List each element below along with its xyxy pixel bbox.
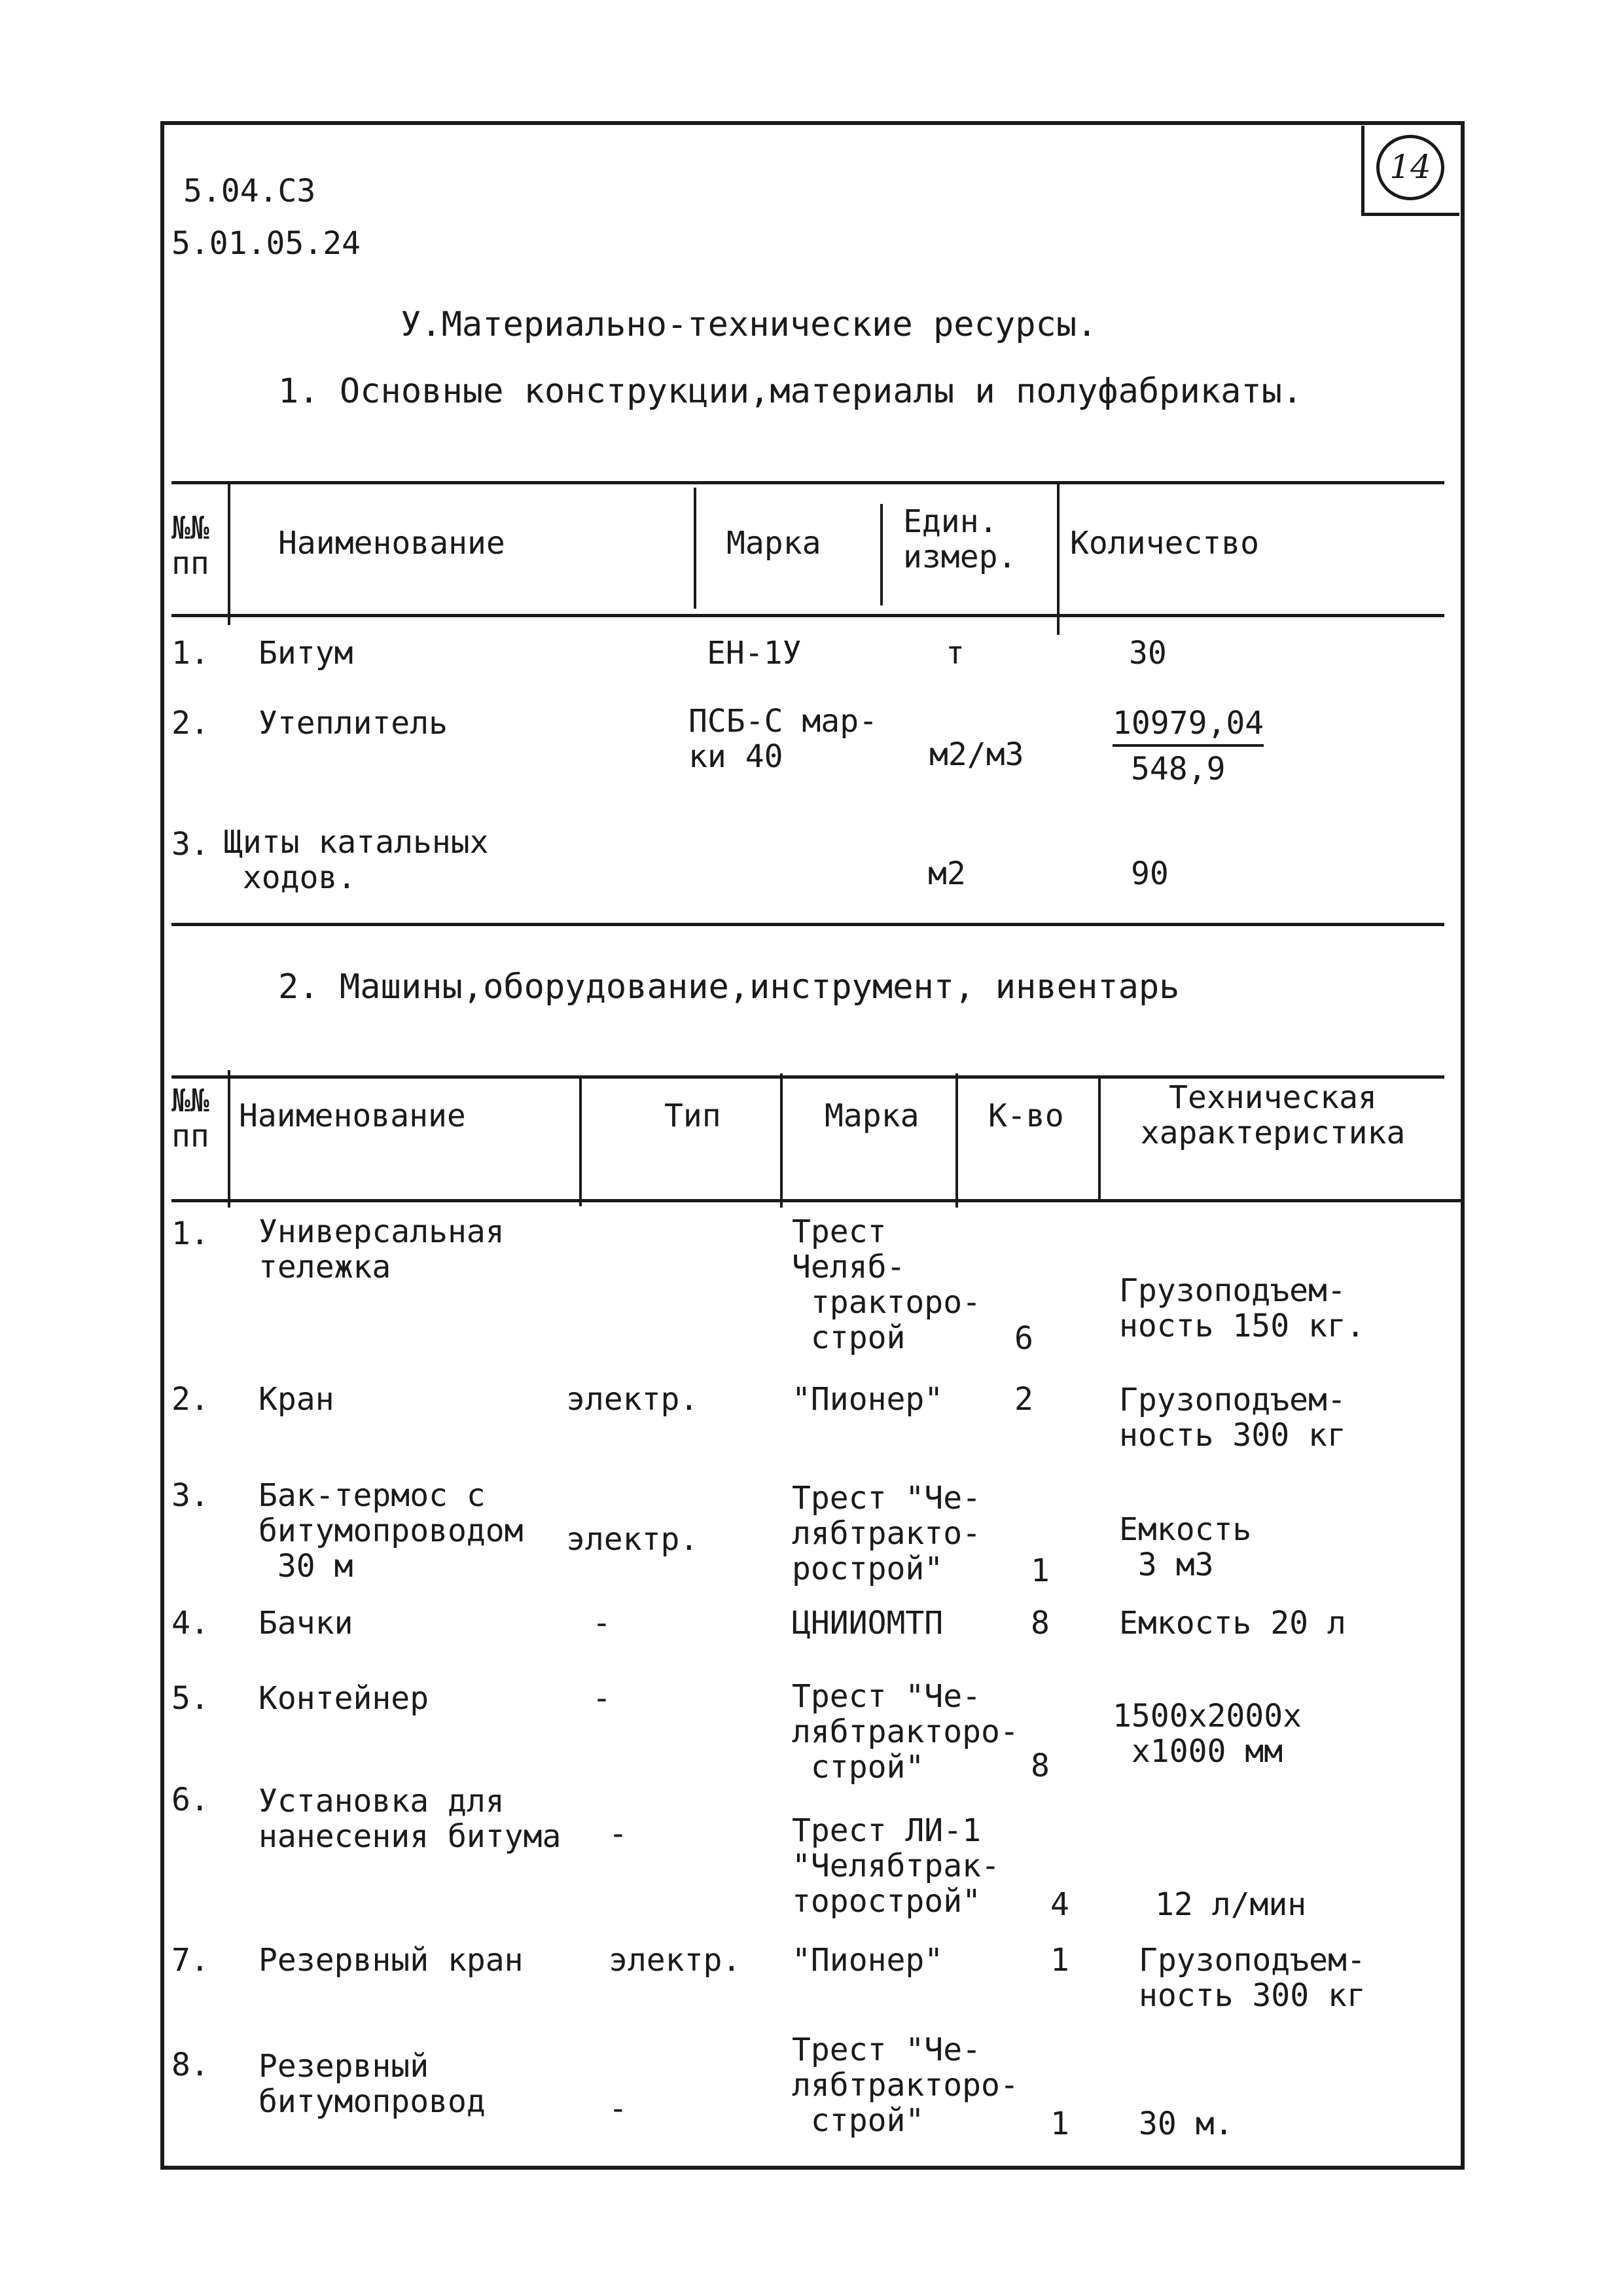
table2-row3-num: 3. xyxy=(171,1477,209,1514)
table2-row1-name: Универсальная тележка xyxy=(259,1213,505,1285)
table2-header-rule xyxy=(171,1199,1464,1202)
table1-row1-name: Битум xyxy=(259,635,353,672)
table2-row1-spec: Грузоподъем- ность 150 кг. xyxy=(1119,1272,1365,1344)
table2-row5-num: 5. xyxy=(171,1680,209,1717)
section-title: У.Материально-технические ресурсы. xyxy=(401,305,1097,344)
doc-code-2: 5.01.05.24 xyxy=(171,225,361,262)
table2-row2-spec: Грузоподъем- ность 300 кг xyxy=(1119,1382,1346,1454)
table2-col-divider xyxy=(955,1073,958,1208)
table2-row8-count: 1 xyxy=(1050,2106,1069,2142)
table2-header-spec: Техническая характеристика xyxy=(1140,1079,1406,1151)
table2-row8-num: 8. xyxy=(171,2047,209,2083)
table1-header-unit: Един. измер. xyxy=(903,503,1017,575)
table2-row7-spec: Грузоподъем- ность 300 кг xyxy=(1139,1942,1366,2014)
table1-header-rule xyxy=(171,614,1444,617)
table1-row1-unit: т xyxy=(946,635,965,672)
table1-row2-name: Утеплитель xyxy=(259,705,448,742)
page-number: 14 xyxy=(1376,135,1444,200)
table2-row4-name: Бачки xyxy=(259,1605,353,1641)
table2-row4-spec: Емкость 20 л xyxy=(1119,1605,1346,1641)
table2-row2-mark: "Пионер" xyxy=(792,1381,944,1418)
table2-row7-name: Резервный кран xyxy=(259,1942,524,1979)
subsection-1-title: 1. Основные конструкции,материалы и полуфабрикаты. xyxy=(278,372,1303,411)
table1-row2-unit: м2/м3 xyxy=(929,736,1024,773)
table2-row4-mark: ЦНИИОМТП xyxy=(792,1605,944,1641)
table2-row1-num: 1. xyxy=(171,1215,209,1252)
table2-row6-spec: 12 л/мин xyxy=(1155,1886,1307,1923)
table2-col-divider xyxy=(228,1070,230,1208)
table2-row5-mark: Трест "Че- лябтракторо- строй" xyxy=(792,1678,1019,1785)
table1-header-mark: Марка xyxy=(726,525,821,562)
table2-header-count: К-во xyxy=(988,1098,1064,1134)
table2-row2-num: 2. xyxy=(171,1381,209,1418)
table2-header-type: Тип xyxy=(664,1098,721,1134)
table2-row8-mark: Трест "Че- лябтракторо- строй" xyxy=(792,2032,1019,2139)
table1-row3-name: Щиты катальных ходов. xyxy=(224,824,489,896)
table2-row6-name: Установка для нанесения битума xyxy=(259,1783,562,1855)
table1-row2-num: 2. xyxy=(171,705,209,742)
table2-header-num: №№ пп xyxy=(171,1083,209,1155)
table1-header-name: Наименование xyxy=(278,525,505,562)
table1-row3-unit: м2 xyxy=(928,855,966,892)
table2-row2-type: электр. xyxy=(566,1381,699,1418)
table2-row2-name: Кран xyxy=(259,1381,334,1418)
table2-row3-name: Бак-термос с битумопроводом 30 м xyxy=(259,1477,524,1585)
table1-row3-qty: 90 xyxy=(1131,855,1169,892)
table2-row8-type: - xyxy=(609,2090,628,2127)
subsection-2-title: 2. Машины,оборудование,инструмент, инвентарь xyxy=(278,967,1180,1007)
table1-col-divider xyxy=(1057,484,1060,635)
table2-row3-spec: Емкость 3 м3 xyxy=(1119,1511,1252,1583)
doc-code-1: 5.04.С3 xyxy=(183,173,316,209)
table1-row1-mark: ЕН-1У xyxy=(707,635,802,672)
table2-col-divider xyxy=(1098,1079,1101,1200)
table2-header-name: Наименование xyxy=(239,1098,466,1134)
table2-row5-type: - xyxy=(592,1680,611,1717)
table2-row6-mark: Трест ЛИ-1 "Челябтрак- торострой" xyxy=(792,1812,1000,1920)
table2-row7-type: электр. xyxy=(609,1942,741,1979)
table2-row4-type: - xyxy=(592,1605,611,1641)
table1-header-num: №№ пп xyxy=(171,510,209,582)
table2-row1-count: 6 xyxy=(1014,1320,1033,1357)
table1-bottom-rule xyxy=(171,923,1444,926)
table2-row3-mark: Трест "Че- лябтракто- рострой" xyxy=(792,1480,981,1587)
table1-row1-num: 1. xyxy=(171,635,209,672)
table2-row3-type: электр. xyxy=(566,1521,699,1558)
table2-row5-count: 8 xyxy=(1031,1748,1050,1784)
table2-row4-count: 8 xyxy=(1031,1605,1050,1641)
table1-row2-qty-bottom: 548,9 xyxy=(1131,751,1226,787)
table2-col-divider xyxy=(579,1079,582,1206)
table2-row5-name: Контейнер xyxy=(259,1680,429,1717)
table1-row2-mark: ПСБ-С мар- ки 40 xyxy=(688,703,878,775)
table2-top-rule xyxy=(171,1075,1444,1079)
table2-row6-type: - xyxy=(609,1816,628,1852)
table2-row7-count: 1 xyxy=(1050,1942,1069,1979)
table2-row3-count: 1 xyxy=(1031,1552,1050,1589)
table2-row8-spec: 30 м. xyxy=(1139,2106,1234,2142)
table1-top-rule xyxy=(171,481,1444,484)
table1-row3-num: 3. xyxy=(171,826,209,863)
table2-row7-mark: "Пионер" xyxy=(792,1942,944,1979)
table1-col-divider xyxy=(694,488,696,609)
table1-col-divider xyxy=(228,481,230,625)
page-stamp xyxy=(1361,126,1459,216)
table1-header-qty: Количество xyxy=(1070,525,1259,562)
table2-row2-count: 2 xyxy=(1014,1381,1033,1418)
table2-row5-spec: 1500х2000х х1000 мм xyxy=(1113,1698,1302,1770)
table2-row6-num: 6. xyxy=(171,1782,209,1818)
table1-row1-qty: 30 xyxy=(1129,635,1167,672)
table2-row7-num: 7. xyxy=(171,1942,209,1979)
table2-row6-count: 4 xyxy=(1050,1886,1069,1923)
table2-col-divider xyxy=(780,1073,783,1208)
table1-col-divider xyxy=(880,504,883,605)
table1-row2-qty-top: 10979,04 xyxy=(1113,704,1264,747)
table2-row1-mark: Трест Челяб- тракторо- строй xyxy=(792,1213,981,1356)
table2-header-mark: Марка xyxy=(825,1098,919,1134)
table2-row8-name: Резервный битумопровод xyxy=(259,2048,486,2120)
table2-row4-num: 4. xyxy=(171,1605,209,1641)
